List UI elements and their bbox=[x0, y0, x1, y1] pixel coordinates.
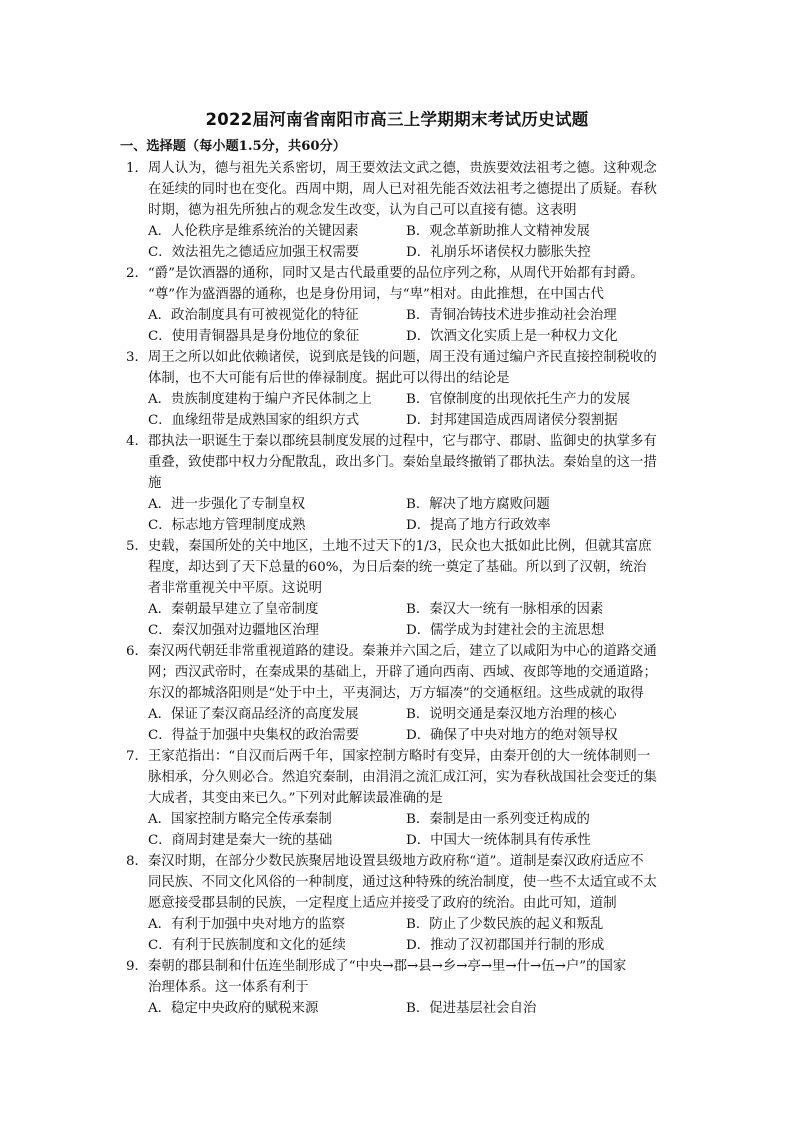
question-stem-continued: 脉相承，分久则必合。然追究秦制，由涓涓之流汇成江河，实为春秋战国社会变迁的集 bbox=[148, 770, 657, 785]
option-row bbox=[120, 914, 680, 935]
option-row bbox=[120, 305, 680, 326]
question-stem-continued: 同民族、不同文化风俗的一种制度，通过这种特殊的统治制度，使一些不太适宜或不太 bbox=[148, 875, 657, 890]
question-7 bbox=[120, 746, 680, 851]
answer-option: B．观念革新助推人文精神发展 bbox=[406, 224, 590, 239]
question-3 bbox=[120, 347, 680, 431]
answer-option: A．进一步强化了专制皇权 bbox=[148, 497, 305, 512]
answer-option: D．儒学成为封建社会的主流思想 bbox=[406, 623, 605, 638]
option-row bbox=[120, 704, 680, 725]
answer-option: B．秦汉大一统有一脉相承的因素 bbox=[406, 602, 604, 617]
answer-option: B．防止了少数民族的起义和叛乱 bbox=[406, 917, 604, 932]
option-row bbox=[120, 998, 680, 1019]
answer-option: B．秦制是由一系列变迁构成的 bbox=[406, 812, 590, 827]
question-1 bbox=[120, 158, 680, 263]
question-4 bbox=[120, 431, 680, 536]
answer-option: D．推动了汉初郡国并行制的形成 bbox=[406, 938, 605, 953]
answer-option: A．稳定中央政府的赋税来源 bbox=[148, 1001, 319, 1016]
question-stem: 2．“爵”是饮酒器的通称，同时又是古代最重要的品位序列之称，从周代开始都有封爵。 bbox=[126, 266, 644, 281]
answer-option: B．促进基层社会自治 bbox=[406, 1001, 537, 1016]
option-row bbox=[120, 830, 680, 851]
answer-option: C．标志地方管理制度成熟 bbox=[148, 518, 306, 533]
answer-option: B．解决了地方腐败问题 bbox=[406, 497, 550, 512]
question-stem: 1．周人认为，德与祖先关系密切，周王要效法文武之德，贵族要效法祖考之德。这种观念 bbox=[126, 161, 657, 176]
answer-option: D．礼崩乐坏诸侯权力膨胀失控 bbox=[406, 245, 591, 260]
question-2 bbox=[120, 263, 680, 347]
question-stem-continued: “尊”作为盛酒器的通称，也是身份用词，与“卑”相对。由此推想，在中国古代 bbox=[148, 287, 604, 302]
question-stem-continued: 程度，却达到了天下总量的60%，为日后秦的统一奠定了基础。所以到了汉朝，统治 bbox=[148, 560, 647, 575]
answer-option: C．效法祖先之德适应加强王权需要 bbox=[148, 245, 360, 260]
answer-option: A．政治制度具有可被视觉化的特征 bbox=[148, 308, 359, 323]
question-stem-continued: 大成者，其变由来已久。”下列对此解读最准确的是 bbox=[148, 791, 443, 806]
option-row bbox=[120, 221, 680, 242]
option-row bbox=[120, 410, 680, 431]
question-stem: 6．秦汉两代朝廷非常重视道路的建设。秦兼并六国之后，建立了以咸阳为中心的道路交通 bbox=[126, 644, 657, 659]
question-stem-continued: 时期，德为祖先所独占的观念发生改变，认为自己可以直接有德。这表明 bbox=[148, 203, 577, 218]
answer-option: D．封邦建国造成西周诸侯分裂割据 bbox=[406, 413, 618, 428]
question-stem-continued: 重叠，致使郡中权力分配散乱，政出多门。秦始皇最终撤销了郡执法。秦始皇的这一措 bbox=[148, 455, 657, 470]
exam-title: 2022届河南省南阳市高三上学期期末考试历史试题 bbox=[205, 110, 589, 129]
answer-option: B．青铜冶铸技术进步推动社会治理 bbox=[406, 308, 617, 323]
option-row bbox=[120, 242, 680, 263]
question-stem-continued: 者非常重视关中平原。这说明 bbox=[148, 581, 323, 596]
option-row bbox=[120, 389, 680, 410]
question-stem: 7．王家范指出：“自汉而后两千年，国家控制方略时有变异，由秦开创的大一统体制则一 bbox=[126, 749, 651, 764]
answer-option: A．有利于加强中央对地方的监察 bbox=[148, 917, 346, 932]
question-stem-continued: 在延续的同时也在变化。西周中期，周人已对祖先能否效法祖考之德提出了质疑。春秋 bbox=[148, 182, 657, 197]
answer-option: A．贵族制度建构于编户齐民体制之上 bbox=[148, 392, 372, 407]
option-row bbox=[120, 326, 680, 347]
answer-option: B．官僚制度的出现依托生产力的发展 bbox=[406, 392, 631, 407]
answer-option: C．得益于加强中央集权的政治需要 bbox=[148, 728, 360, 743]
answer-option: D．中国大一统体制具有传承性 bbox=[406, 833, 591, 848]
answer-option: C．商周封建是秦大一统的基础 bbox=[148, 833, 333, 848]
option-row bbox=[120, 620, 680, 641]
answer-option: C．秦汉加强对边疆地区治理 bbox=[148, 623, 319, 638]
option-row bbox=[120, 935, 680, 956]
question-stem-continued: 网；西汉武帝时，在秦成果的基础上，开辟了通向西南、西域、夜郎等地的交通道路； bbox=[148, 665, 657, 680]
question-stem: 5．史载，秦国所处的关中地区，土地不过天下的1/3，民众也大抵如此比例，但就其富庶 bbox=[126, 539, 652, 554]
answer-option: D．确保了中央对地方的绝对领导权 bbox=[406, 728, 618, 743]
answer-option: C．血缘纽带是成熟国家的组织方式 bbox=[148, 413, 360, 428]
option-row bbox=[120, 725, 680, 746]
answer-option: B．说明交通是秦汉地方治理的核心 bbox=[406, 707, 617, 722]
option-row bbox=[120, 515, 680, 536]
answer-option: D．饮酒文化实质上是一种权力文化 bbox=[406, 329, 618, 344]
question-stem: 4．郡执法一职诞生于秦以郡统县制度发展的过程中，它与郡守、郡尉、监御史的执掌多有 bbox=[126, 434, 657, 449]
question-stem: 9．秦朝的郡县制和什伍连坐制形成了“中央→郡→县→乡→亭→里→什→伍→户”的国家 bbox=[126, 959, 627, 974]
question-9 bbox=[120, 956, 680, 1019]
answer-option: A．国家控制方略完全传承秦制 bbox=[148, 812, 332, 827]
option-row bbox=[120, 809, 680, 830]
question-5 bbox=[120, 536, 680, 641]
section-heading: 一、选择题（每小题1.5分，共60分） bbox=[120, 139, 346, 154]
question-stem-continued: 愿意接受郡县制的民族，一定程度上适应并接受了政府的统治。由此可知，道制 bbox=[148, 896, 617, 911]
question-stem-continued: 体制，也不大可能有后世的俸禄制度。据此可以得出的结论是 bbox=[148, 371, 510, 386]
question-8 bbox=[120, 851, 680, 956]
answer-option: C．有利于民族制度和文化的延续 bbox=[148, 938, 346, 953]
option-row bbox=[120, 599, 680, 620]
question-stem-continued: 东汉的都城洛阳则是“处于中土，平夷洞达，万方辐凑”的交通枢纽。这些成就的取得 bbox=[148, 686, 644, 701]
answer-option: C．使用青铜器具是身份地位的象征 bbox=[148, 329, 360, 344]
question-stem: 3．周王之所以如此依赖诸侯，说到底是钱的问题，周王没有通过编户齐民直接控制税收的 bbox=[126, 350, 657, 365]
option-row bbox=[120, 494, 680, 515]
question-stem: 8．秦汉时期，在部分少数民族聚居地设置县级地方政府称“道”。道制是秦汉政府适应不 bbox=[126, 854, 644, 869]
question-6 bbox=[120, 641, 680, 746]
answer-option: A．秦朝最早建立了皇帝制度 bbox=[148, 602, 319, 617]
answer-option: A．保证了秦汉商品经济的高度发展 bbox=[148, 707, 359, 722]
answer-option: A．人伦秩序是维系统治的关键因素 bbox=[148, 224, 359, 239]
answer-option: D．提高了地方行政效率 bbox=[406, 518, 551, 533]
question-stem-continued: 施 bbox=[148, 476, 162, 491]
question-stem-continued: 治理体系。这一体系有利于 bbox=[148, 980, 309, 995]
